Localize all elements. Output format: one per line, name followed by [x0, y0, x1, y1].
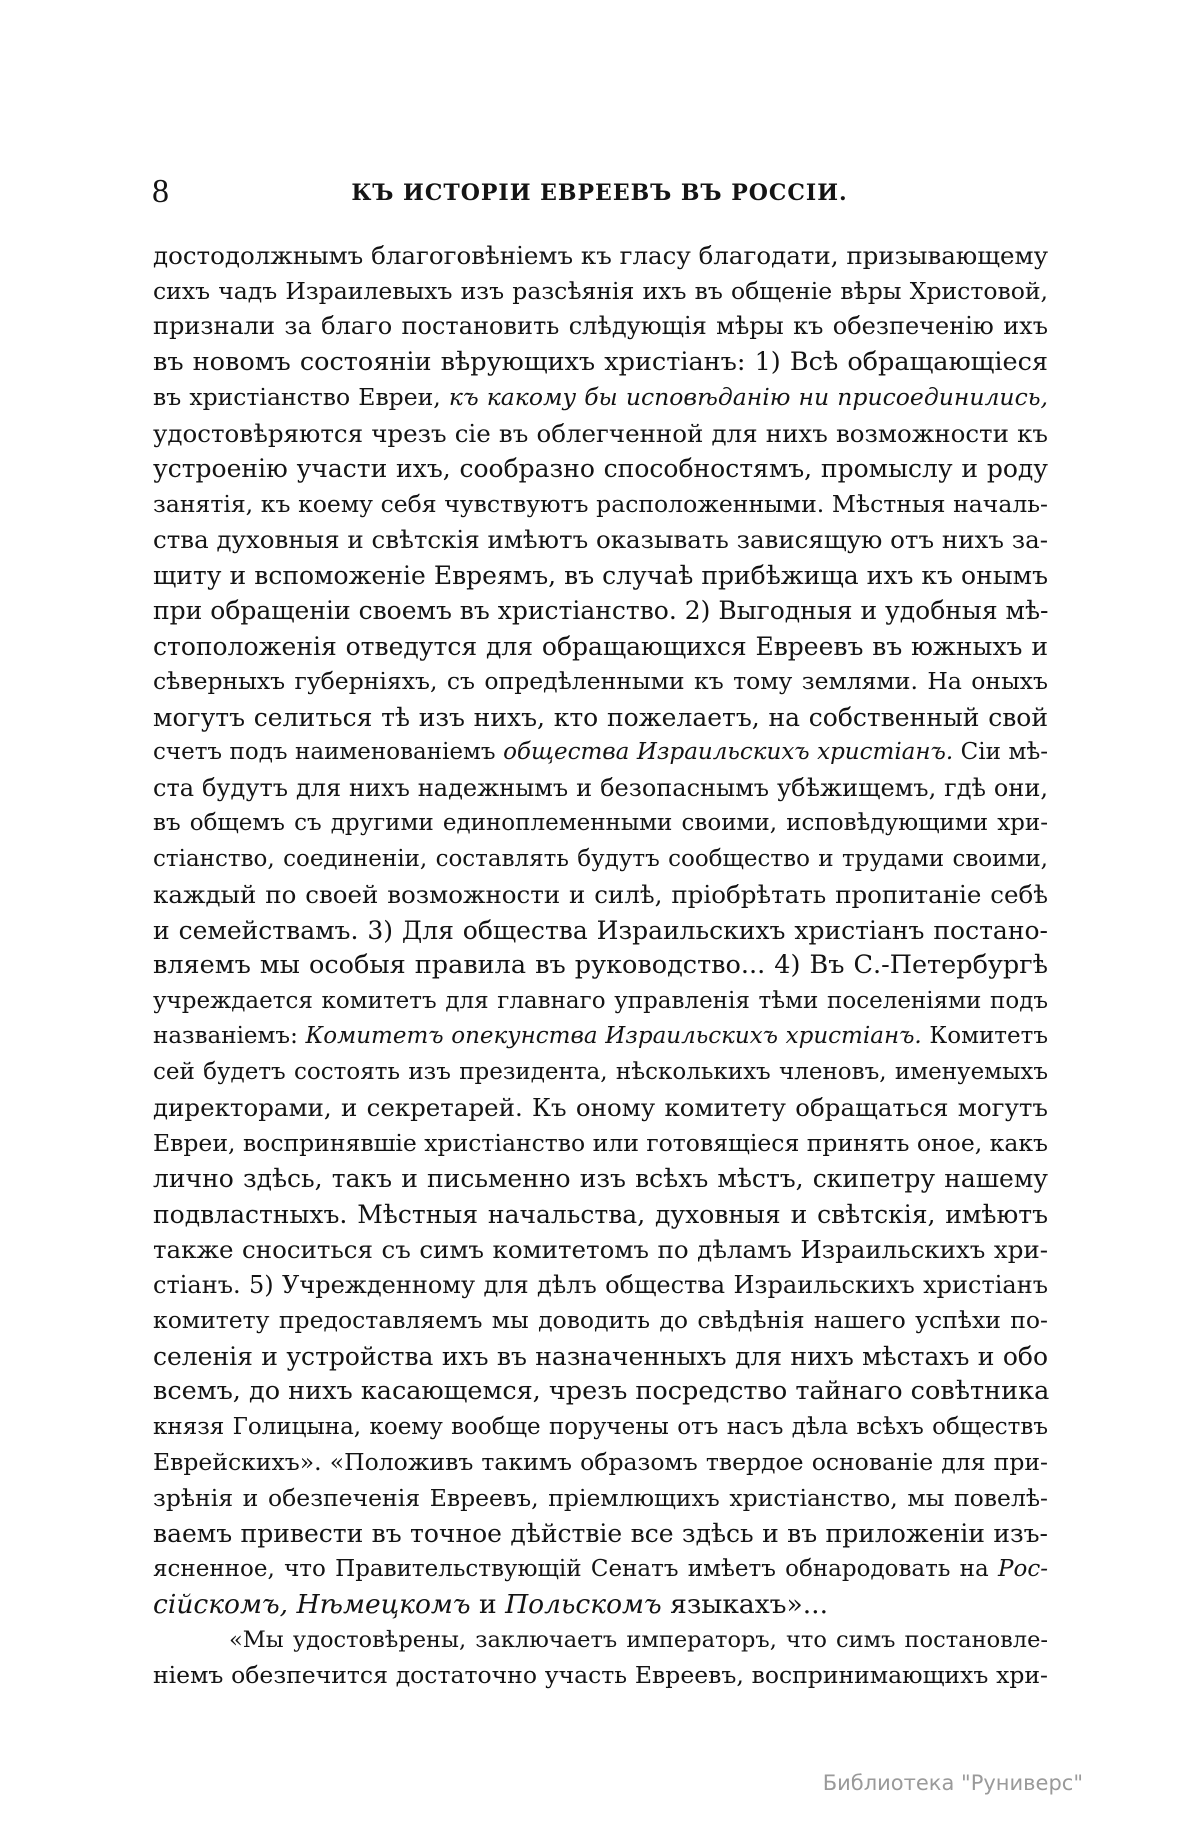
text-line: ства духовныя и свѣтскія имѣютъ оказывать зависящую отъ нихъ за- [153, 525, 1048, 554]
text-line: могутъ селиться тѣ изъ нихъ, кто пожелаетъ, на собственный свой [153, 702, 1048, 732]
text-line: подвластныхъ. Мѣстныя начальства, духовныя и свѣтскія, имѣютъ [153, 1199, 1048, 1229]
text-line: зрѣнія и обезпеченія Евреевъ, пріемлющихъ христіанство, мы повелѣ- [153, 1483, 1048, 1512]
text-line [153, 735, 1048, 771]
text-line: признали за благо постановить слѣдующія мѣры къ обезпеченію ихъ [153, 312, 1048, 340]
text-line: стіанство, соединеніи, составлять будутъ сообщество и трудами своими, [153, 845, 1048, 872]
text-line: князя Голицына, коему вообще поручены отъ насъ дѣла всѣхъ обществъ [153, 1413, 1048, 1440]
text-segment: ясненное, что Правительствующій Сенатъ имѣетъ обнародовать на [153, 1555, 999, 1582]
text-line: стіанъ. 5) Учрежденному для дѣлъ общества Израильскихъ христіанъ [153, 1270, 1048, 1299]
text-line: устроенію участи ихъ, сообразно способностямъ, промыслу и роду [153, 454, 1048, 483]
text-line [153, 1587, 1048, 1623]
page-number: 8 [152, 173, 169, 210]
text-line: сихъ чадъ Израилевыхъ изъ разсѣянія ихъ въ общеніе вѣры Христовой, [153, 276, 1048, 305]
text-segment: счетъ подъ наименованіемъ [153, 739, 504, 765]
text-line: Евреи, воспринявшіе христіанство или готовящіеся принять оное, какъ [153, 1128, 1049, 1157]
text-line: въ новомъ состояніи вѣрующихъ христіанъ: 1) Всѣ обращающіеся [153, 346, 1048, 377]
text-segment: и [470, 1589, 506, 1620]
italic-phrase: общества Израильскихъ христіанъ. [503, 739, 954, 765]
text-segment: Комитетъ [921, 1023, 1048, 1049]
text-line: стоположенія отведутся для обращающихся Евреевъ въ южныхъ и [153, 631, 1048, 661]
text-line [153, 1552, 1048, 1588]
text-line: «Мы удостовѣрены, заключаетъ императоръ, что симъ постановле- [229, 1626, 1048, 1653]
text-line [153, 380, 1048, 416]
text-segment: Сіи мѣ- [953, 739, 1048, 765]
text-line: сей будетъ состоять изъ президента, нѣсколькихъ членовъ, именуемыхъ [153, 1058, 1048, 1085]
italic-phrase: Рос- [998, 1555, 1048, 1582]
italic-phrase: къ какому бы исповѣданію ни присоединились, [448, 383, 1048, 411]
text-segment: въ христіанство Евреи, [153, 383, 449, 411]
text-line: также сноситься съ симъ комитетомъ по дѣламъ Израильскихъ хри- [153, 1235, 1048, 1264]
text-line [153, 1019, 1048, 1055]
library-watermark: Библиотека "Руниверс" [822, 1771, 1083, 1795]
italic-phrase: Польскомъ [505, 1589, 662, 1620]
text-line: лично здѣсь, такъ и письменно изъ всѣхъ мѣстъ, скипетру нашему [153, 1164, 1048, 1193]
body-text [153, 238, 1048, 1694]
text-line: удостовѣряются чрезъ сіе въ облегченной для нихъ возможности къ [153, 418, 1048, 448]
text-line: всемъ, до нихъ касающемся, чрезъ посредство тайнаго совѣтника [153, 1376, 1050, 1406]
text-line: достодолжнымъ благоговѣніемъ къ гласу благодати, призывающему [153, 241, 1048, 270]
text-line: ста будутъ для нихъ надежнымъ и безопаснымъ убѣжищемъ, гдѣ они, [153, 773, 1048, 802]
text-line: въ общемъ съ другими единоплеменными своими, исповѣдующими хри- [153, 810, 1048, 836]
text-line: учреждается комитетъ для главнаго управленія тѣми поселеніями подъ [153, 987, 1048, 1014]
text-line: и семействамъ. 3) Для общества Израильскихъ христіанъ постано- [153, 915, 1048, 945]
text-line: при обращеніи своемъ въ христіанство. 2) Выгодныя и удобныя мѣ- [153, 596, 1049, 625]
italic-phrase: сійскомъ, Нѣмецкомъ [153, 1589, 471, 1620]
text-line: сѣверныхъ губерніяхъ, съ опредѣленными къ тому землями. На оныхъ [153, 667, 1048, 695]
text-line: занятія, къ коему себя чувствуютъ расположенными. Мѣстныя началь- [153, 489, 1048, 518]
running-head: КЪ ИСТОРІИ ЕВРЕЕВЪ ВЪ РОССІИ. [351, 180, 848, 206]
text-line: директорами, и секретарей. Къ оному комитету обращаться могутъ [153, 1093, 1048, 1122]
text-segment: названіемъ: [153, 1023, 306, 1049]
text-line: Еврейскихъ». «Положивъ такимъ образомъ твердое основаніе для при- [153, 1448, 1048, 1476]
text-line: комитету предоставляемъ мы доводить до свѣдѣнія нашего успѣхи по- [153, 1306, 1048, 1334]
text-line: селенія и устройства ихъ въ назначенныхъ для нихъ мѣстахъ и обо [153, 1341, 1048, 1371]
text-segment: языкахъ»... [661, 1589, 829, 1620]
text-line: щиту и вспоможеніе Евреямъ, въ случаѣ прибѣжища ихъ къ онымъ [153, 560, 1048, 590]
italic-phrase: Комитетъ опекунства Израильскихъ христіанъ. [305, 1023, 922, 1049]
text-line: ніемъ обезпечится достаточно участь Евреевъ, воспринимающихъ хри- [153, 1661, 1048, 1689]
text-line: вляемъ мы особыя правила въ руководство... 4) Въ С.-Петербургѣ [153, 950, 1048, 980]
text-line: каждый по своей возможности и силѣ, пріобрѣтать пропитаніе себѣ [153, 880, 1048, 909]
text-line: ваемъ привести въ точное дѣйствіе все здѣсь и въ приложеніи изъ- [153, 1519, 1048, 1548]
